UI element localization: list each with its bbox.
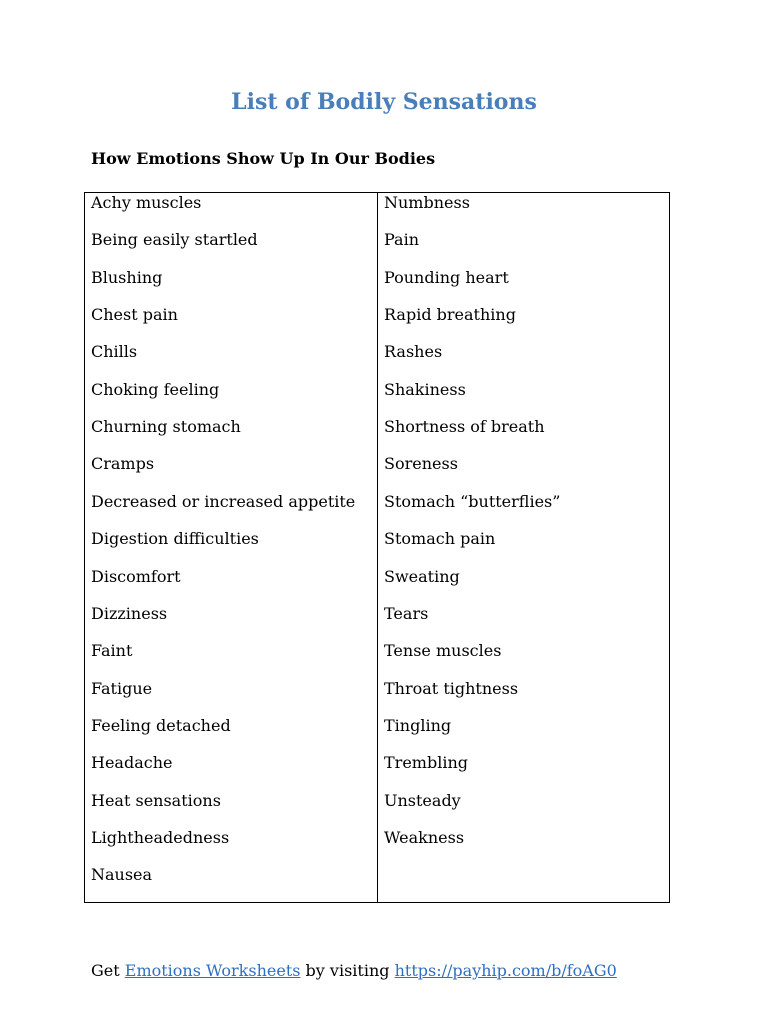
sensation-item: Fatigue [91, 678, 153, 698]
sensation-item: Stomach pain [384, 529, 496, 549]
page-subtitle: How Emotions Show Up In Our Bodies [91, 149, 436, 168]
sensation-item: Achy muscles [91, 193, 202, 212]
sensation-item: Chills [91, 342, 138, 362]
sensation-item: Discomfort [91, 566, 181, 586]
sensation-item: Heat sensations [91, 790, 221, 810]
sensation-item: Shakiness [384, 379, 466, 399]
sensation-item: Tingling [384, 715, 452, 735]
sensation-item: Lightheadedness [91, 827, 230, 847]
sensation-item: Digestion difficulties [91, 529, 259, 549]
sensation-item: Stomach “butterflies” [384, 491, 561, 511]
footer-middle: by visiting [300, 961, 395, 980]
sensation-item: Pounding heart [384, 267, 509, 287]
sensation-item: Shortness of breath [384, 417, 545, 437]
sensation-item: Rashes [384, 342, 443, 362]
sensation-item: Nausea [91, 865, 153, 885]
footer-prefix: Get [91, 961, 125, 980]
sensation-item: Dizziness [91, 603, 168, 623]
sensation-item: Sweating [384, 566, 460, 586]
sensation-item: Being easily startled [91, 230, 258, 250]
sensation-item: Blushing [91, 267, 163, 287]
sensation-item: Choking feeling [91, 379, 220, 399]
sensation-item: Churning stomach [91, 417, 241, 437]
sensation-item: Soreness [384, 454, 458, 474]
sensation-item: Faint [91, 641, 133, 661]
column-divider [377, 193, 378, 902]
sensation-item: Decreased or increased appetite [91, 491, 356, 511]
sensation-item: Trembling [384, 753, 468, 773]
sensation-item: Headache [91, 753, 173, 773]
sensation-item: Feeling detached [91, 715, 231, 735]
sensation-item: Chest pain [91, 305, 178, 325]
payhip-url-link[interactable]: https://payhip.com/b/foAG0 [394, 961, 617, 980]
sensation-item: Numbness [384, 193, 470, 212]
sensations-table [84, 192, 670, 903]
sensation-item: Cramps [91, 454, 155, 474]
page-title: List of Bodily Sensations [231, 89, 537, 115]
footer-line [91, 960, 617, 982]
sensation-item: Weakness [384, 827, 465, 847]
sensation-item: Pain [384, 230, 420, 250]
sensation-item: Rapid breathing [384, 305, 516, 325]
sensation-item: Tears [384, 603, 429, 623]
emotions-worksheets-link[interactable]: Emotions Worksheets [124, 961, 301, 980]
sensation-item: Tense muscles [384, 641, 502, 661]
sensation-item: Throat tightness [384, 678, 519, 698]
sensation-item: Unsteady [384, 790, 461, 810]
